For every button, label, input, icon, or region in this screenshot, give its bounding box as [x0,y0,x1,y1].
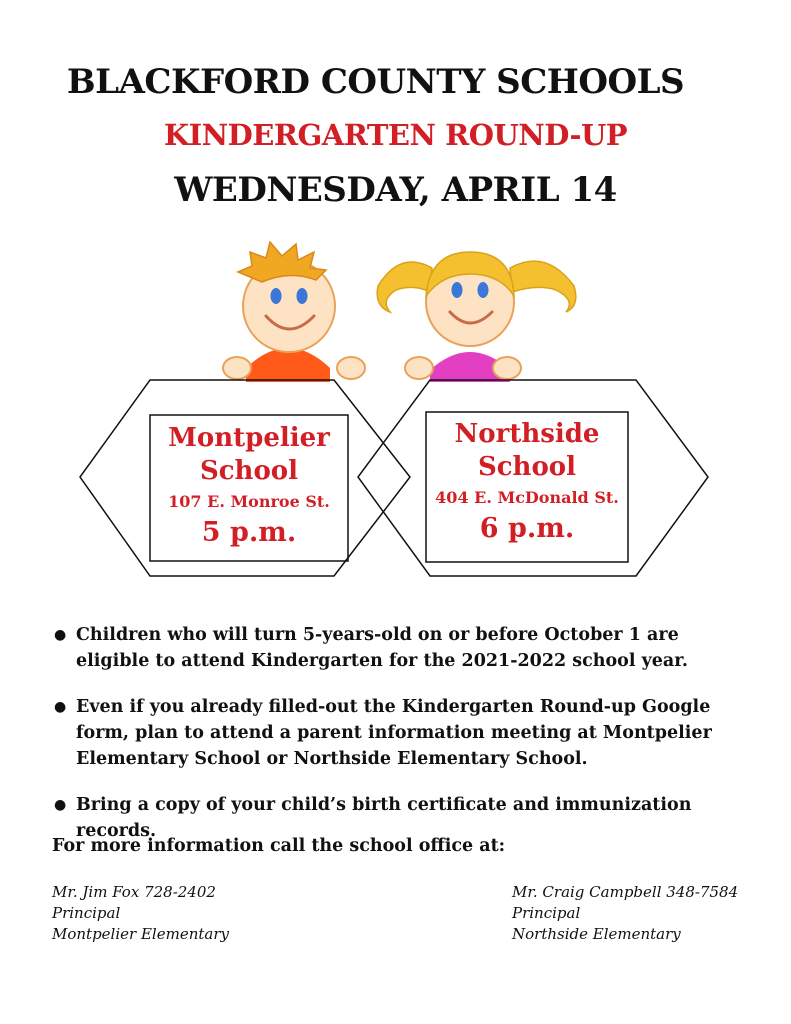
school-name: Montpelier [168,423,330,453]
school-address: 404 E. McDonald St. [435,488,619,507]
contact-northside [512,882,738,945]
school-name: Northside [454,419,600,449]
boy-icon [223,242,365,382]
contact-school: Montpelier Elementary [52,925,229,943]
kids-illustration [0,230,791,590]
list-item [50,694,750,772]
school-name: School [477,452,577,482]
event-title: KINDERGARTEN ROUND-UP [163,118,628,152]
list-item-text: Bring a copy of your child’s birth certificate and immunization records. [76,795,692,841]
contact-name-phone: Mr. Craig Campbell 348-7584 [512,883,739,901]
info-list [50,622,750,864]
school-time: 5 p.m. [201,517,297,548]
school-name: School [199,456,299,486]
list-item-text: Children who will turn 5-years-old on or before October 1 are eligible to attend Kindergarten for the 2021-2022 school year. [76,625,688,671]
page-title: BLACKFORD COUNTY SCHOOLS [66,62,685,102]
contact-title: Principal [52,904,121,922]
girl-icon [377,252,576,382]
school-address: 107 E. Monroe St. [168,492,330,511]
contact-montpelier [52,882,229,945]
more-info-text: For more information call the school office at: [52,836,506,856]
list-item-text: Even if you already filled-out the Kindergarten Round-up Google form, plan to attend a parent information meeting at Montpelier Elementary School or Northside Elementary School. [76,697,712,769]
bullet-icon: ● [54,627,67,643]
bullet-icon: ● [54,797,67,813]
contact-title: Principal [512,904,581,922]
contact-school: Northside Elementary [512,925,681,943]
contact-name-phone: Mr. Jim Fox 728-2402 [52,883,216,901]
school-montpelier [150,422,348,552]
bullet-icon: ● [54,699,67,715]
school-time: 6 p.m. [479,513,575,544]
school-northside [426,418,628,548]
event-date: WEDNESDAY, APRIL 14 [174,170,617,210]
list-item [50,622,750,674]
